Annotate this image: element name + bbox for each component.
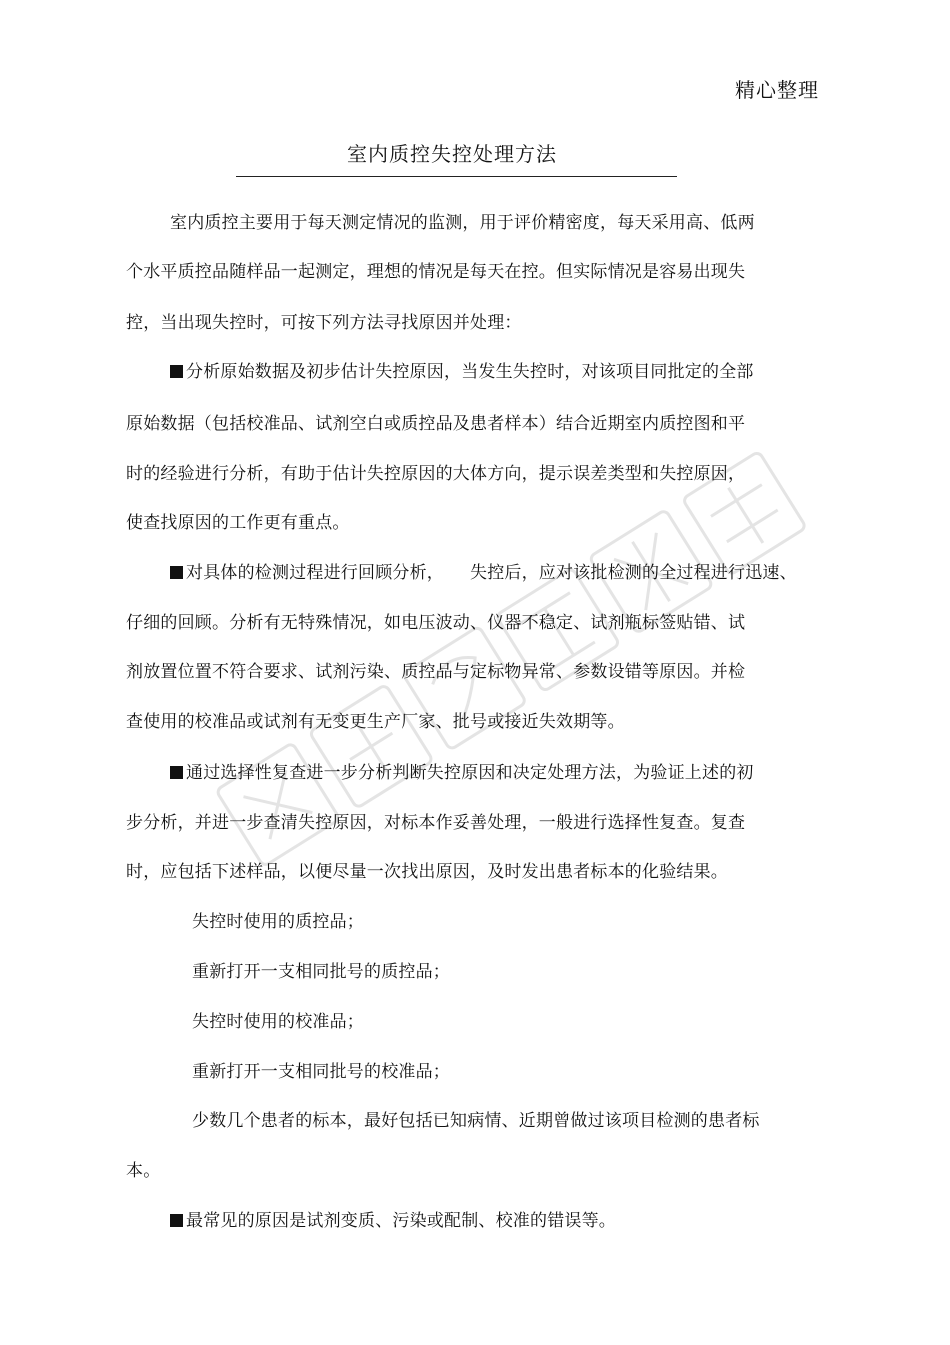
section1-text: 分析原始数据及初步估计失控原因，当发生失控时，对该项目同批定的全部 <box>186 362 754 382</box>
page-title: 室内质控失控处理方法 <box>347 142 557 166</box>
section2-line: 剂放置位置不符合要求、试剂污染、质控品与定标物异常、参数设错等原因。并检 <box>126 662 746 682</box>
section2-line <box>170 561 797 585</box>
list-item-continuation: 本。 <box>126 1161 161 1181</box>
section1-line: 使查找原因的工作更有重点。 <box>126 513 350 533</box>
section3-line: 时，应包括下述样品，以便尽量一次找出原因，及时发出患者标本的化验结果。 <box>126 862 728 882</box>
section3-line: 步分析，并进一步查清失控原因，对标本作妥善处理，一般进行选择性复查。复查 <box>126 813 746 833</box>
section4-text: 最常见的原因是试剂变质、污染或配制、校准的错误等。 <box>186 1211 616 1231</box>
intro-line: 个水平质控品随样品一起测定，理想的情况是每天在控。但实际情况是容易出现失 <box>126 262 746 282</box>
title-underline <box>236 176 677 177</box>
intro-line: 室内质控主要用于每天测定情况的监测，用于评价精密度，每天采用高、低两 <box>170 213 755 233</box>
list-item: 失控时使用的质控品； <box>192 912 364 932</box>
list-item: 重新打开一支相同批号的校准品； <box>192 1062 450 1082</box>
section1-line <box>170 360 754 384</box>
section3-text: 通过选择性复查进一步分析判断失控原因和决定处理方法，为验证上述的初 <box>186 763 754 783</box>
bullet-square-icon <box>170 566 183 579</box>
section2-line: 仔细的回顾。分析有无特殊情况，如电压波动、仪器不稳定、试剂瓶标签贴错、试 <box>126 613 746 633</box>
list-item: 失控时使用的校准品； <box>192 1012 364 1032</box>
section4-line <box>170 1209 616 1233</box>
section2-text: 对具体的检测过程进行回顾分析， <box>186 563 444 583</box>
bullet-square-icon <box>170 766 183 779</box>
section3-line <box>170 761 754 785</box>
intro-line: 控，当出现失控时，可按下列方法寻找原因并处理： <box>126 313 522 333</box>
section2-line: 查使用的校准品或试剂有无变更生产厂家、批号或接近失效期等。 <box>126 712 625 732</box>
header-note: 精心整理 <box>735 78 819 102</box>
section1-line: 时的经验进行分析，有助于估计失控原因的大体方向，提示误差类型和失控原因， <box>126 464 746 484</box>
bullet-square-icon <box>170 365 183 378</box>
section2-text: 失控后，应对该批检测的全过程进行迅速、 <box>470 563 797 583</box>
section1-line: 原始数据（包括校准品、试剂空白或质控品及患者样本）结合近期室内质控图和平 <box>126 414 746 434</box>
list-item: 重新打开一支相同批号的质控品； <box>192 962 450 982</box>
bullet-square-icon <box>170 1214 183 1227</box>
list-item: 少数几个患者的标本，最好包括已知病情、近期曾做过该项目检测的患者标 <box>192 1111 760 1131</box>
